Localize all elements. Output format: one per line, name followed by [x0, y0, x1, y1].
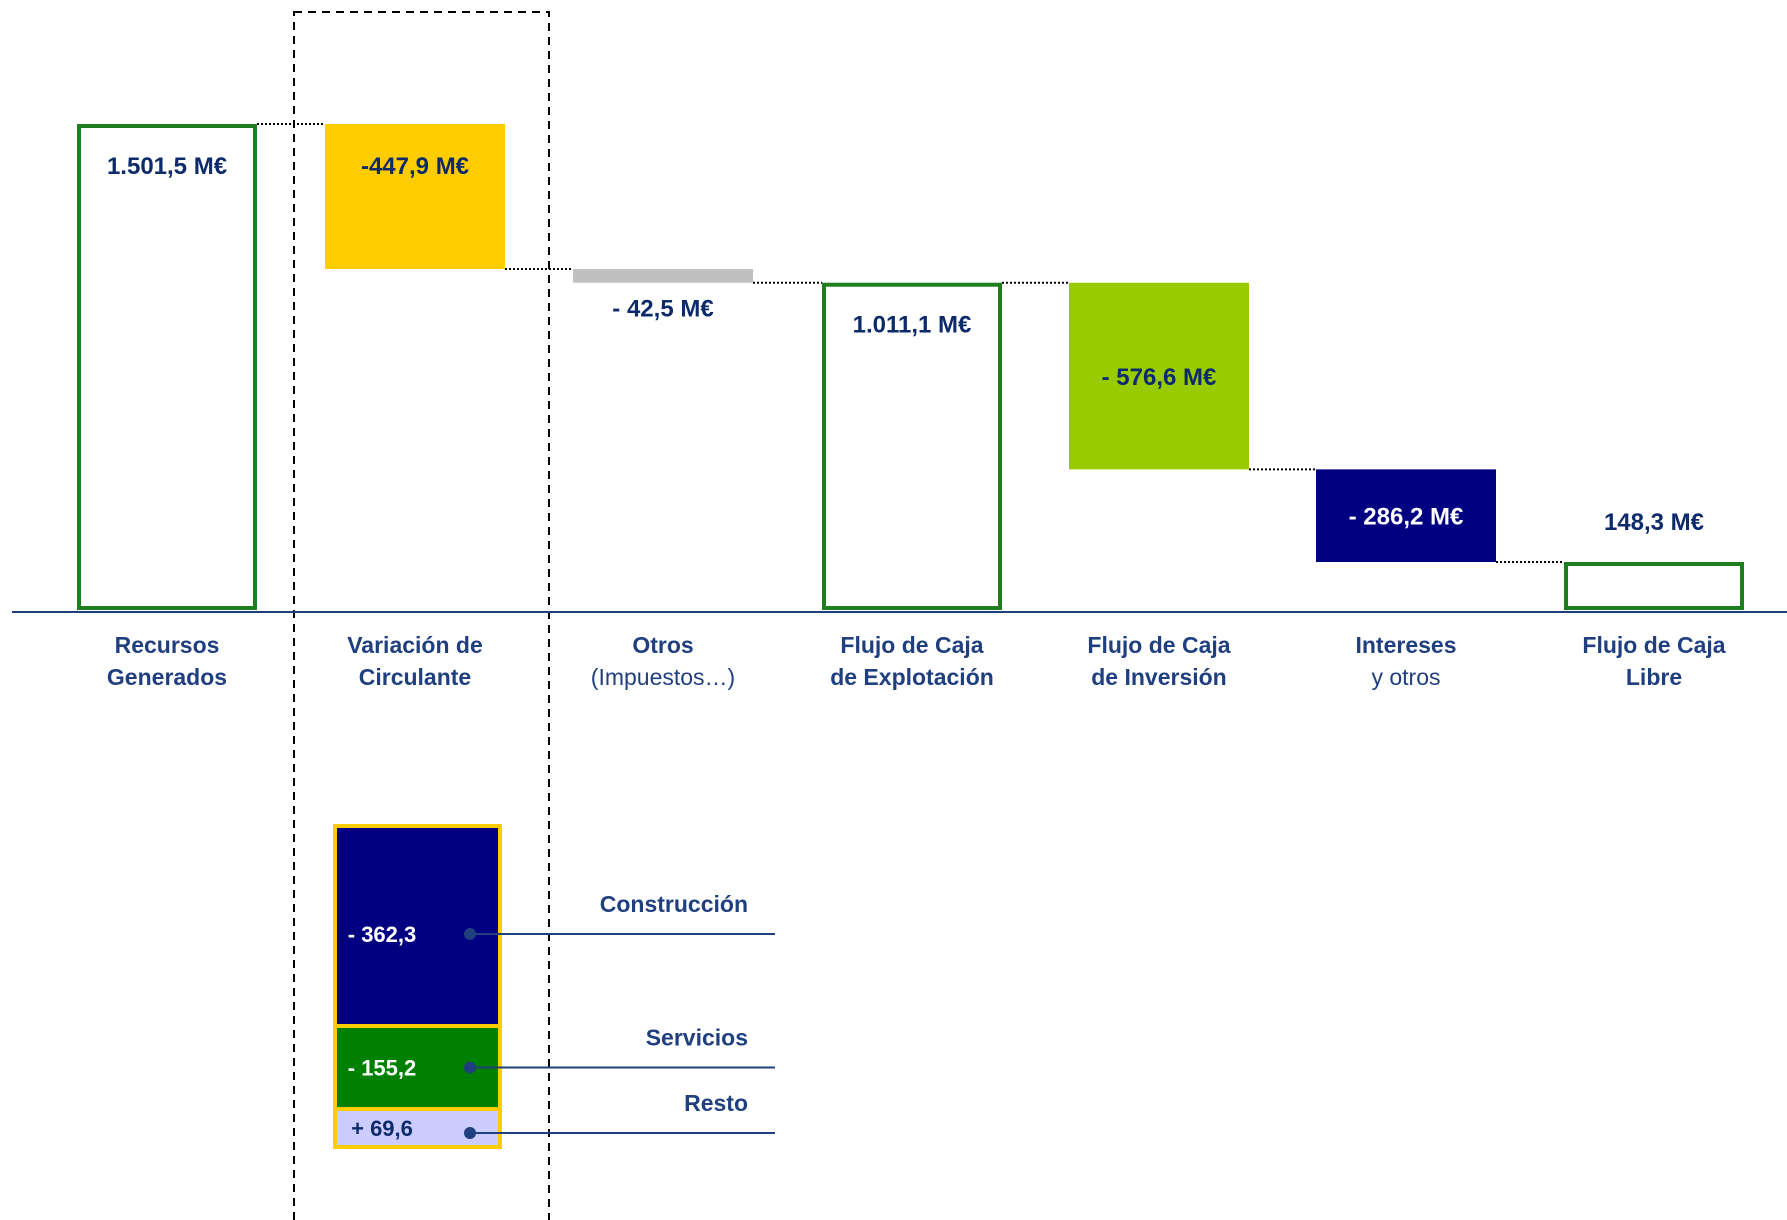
breakdown-value: - 362,3 — [347, 922, 417, 947]
category-labels — [107, 632, 1726, 690]
value-label: 1.011,1 M€ — [852, 311, 972, 339]
value-label: 1.501,5 M€ — [106, 153, 228, 180]
bar-flujo-de-caja-libre — [1566, 564, 1742, 608]
breakdown-stack — [333, 824, 775, 1149]
category-label: Flujo de Caja — [1582, 632, 1726, 658]
breakdown-name: Construcción — [599, 891, 748, 917]
category-label: Flujo de Caja — [1087, 632, 1231, 658]
category-label: Generados — [106, 664, 228, 690]
value-label: 148,3 M€ — [1603, 508, 1705, 536]
category-label: y otros — [1371, 664, 1441, 690]
category-label: Intereses — [1355, 632, 1457, 658]
value-label: - 286,2 M€ — [1348, 503, 1464, 531]
leader-dot — [464, 1062, 476, 1074]
leader-dot — [464, 928, 476, 940]
category-label: de Inversión — [1091, 664, 1227, 690]
category-label: Circulante — [358, 664, 472, 690]
value-label: - 576,6 M€ — [1101, 364, 1217, 392]
bar-recursos-generados — [79, 126, 255, 608]
breakdown-name: Servicios — [645, 1024, 748, 1051]
value-label: - 42,5 M€ — [612, 295, 714, 323]
bar-variación-de-circulante — [325, 124, 505, 269]
category-label: Flujo de Caja — [840, 632, 984, 658]
value-label: -447,9 M€ — [360, 153, 470, 180]
bar-otros-impuestos — [573, 269, 753, 283]
breakdown-value: - 155,2 — [347, 1055, 417, 1081]
breakdown-value: + 69,6 — [351, 1116, 413, 1141]
category-label: Otros — [632, 632, 694, 658]
category-label: de Explotación — [830, 664, 994, 690]
category-label: Recursos — [114, 632, 220, 658]
category-label: Variación de — [347, 632, 483, 658]
bars-group — [79, 124, 1742, 608]
category-label: Libre — [1625, 664, 1683, 690]
category-label: (Impuestos…) — [590, 664, 736, 690]
breakdown-name: Resto — [684, 1090, 748, 1116]
leader-dot — [464, 1127, 476, 1139]
